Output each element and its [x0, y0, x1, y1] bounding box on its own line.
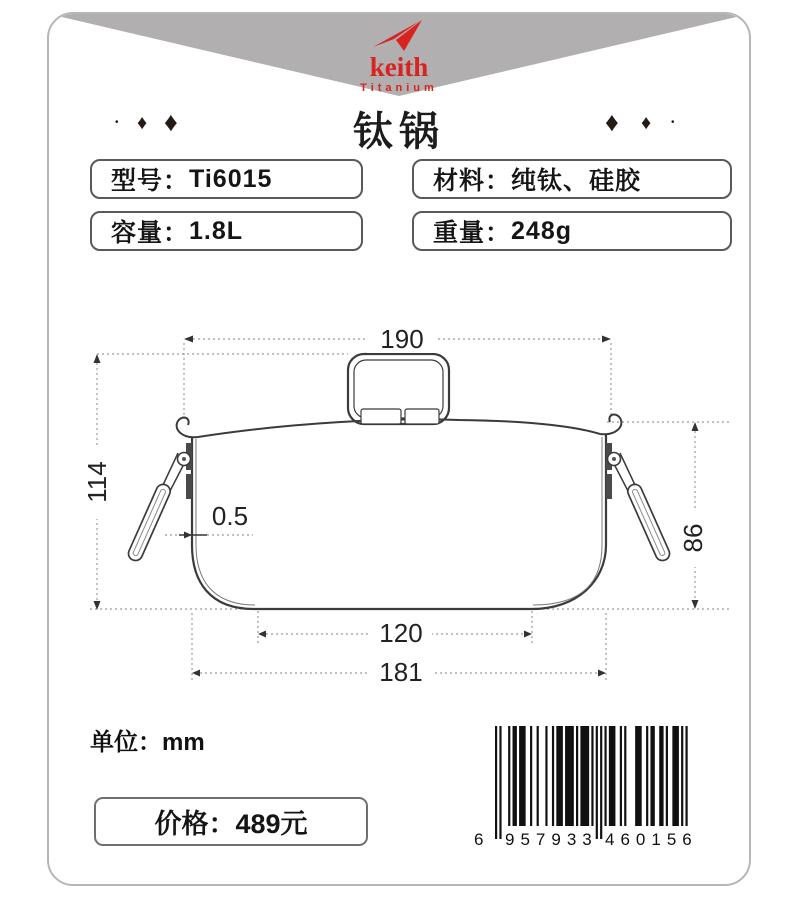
- ean13-barcode: [495, 726, 703, 842]
- barcode-right-digits: 460156: [605, 830, 698, 849]
- spec-material: 材料 ： 纯钛、硅胶: [412, 159, 732, 199]
- spec-weight: 重量 ： 248g: [412, 211, 732, 251]
- spec-capacity: 容量 ： 1.8L: [90, 211, 363, 251]
- page-title: 钛锅: [353, 110, 445, 154]
- spec-weight-value: 248g: [511, 216, 573, 245]
- spec-material-value: 纯钛、硅胶: [511, 167, 642, 195]
- spec-model-value: Ti6015: [189, 164, 273, 193]
- spec-capacity-label: 容量: [111, 219, 164, 247]
- right-side-handle: [608, 443, 672, 563]
- price-label: 价格: [154, 809, 209, 839]
- unit-value: mm: [162, 729, 205, 756]
- diamond-icon: ♦: [137, 112, 148, 134]
- diamond-icon: ♦: [605, 107, 619, 137]
- spec-model-label: 型号: [111, 167, 164, 195]
- left-rim-curl: [177, 418, 198, 438]
- diamond-icon: ♦: [164, 107, 178, 137]
- barcode-left-digits: 957933: [505, 830, 598, 849]
- brand-subname: Titanium: [360, 82, 438, 94]
- price-value: 489元: [235, 809, 308, 839]
- left-side-handle: [126, 443, 190, 563]
- brand-name: keith: [369, 52, 429, 82]
- barcode-first-digit: 6: [474, 830, 484, 849]
- price-box: 价格 ： 489元: [94, 797, 368, 846]
- spec-material-label: 材料: [433, 167, 486, 195]
- pot-technical-drawing: [67, 317, 737, 687]
- spec-weight-label: 重量: [433, 219, 486, 247]
- dim-total-height: 114: [82, 461, 112, 503]
- brand-logo: [49, 20, 749, 94]
- spec-capacity-value: 1.8L: [189, 216, 244, 245]
- unit-label: 单位: [90, 729, 138, 756]
- spec-model: 型号 ： Ti6015: [90, 159, 363, 199]
- dim-bottom-outer: 181: [379, 657, 423, 687]
- paper-plane-icon: [373, 20, 425, 52]
- lid-handle: [348, 354, 449, 424]
- diamond-icon: ♦: [641, 112, 652, 134]
- dim-body-height: 86: [678, 523, 708, 553]
- right-rim-curl: [600, 415, 621, 435]
- dot-icon: •: [671, 117, 675, 128]
- unit-note: 单位：mm: [90, 729, 205, 756]
- dim-bottom-inner: 120: [379, 618, 423, 648]
- dim-top-width: 190: [380, 324, 424, 354]
- dot-icon: •: [115, 117, 119, 128]
- product-card: [47, 12, 751, 886]
- dim-thickness: 0.5: [211, 501, 249, 531]
